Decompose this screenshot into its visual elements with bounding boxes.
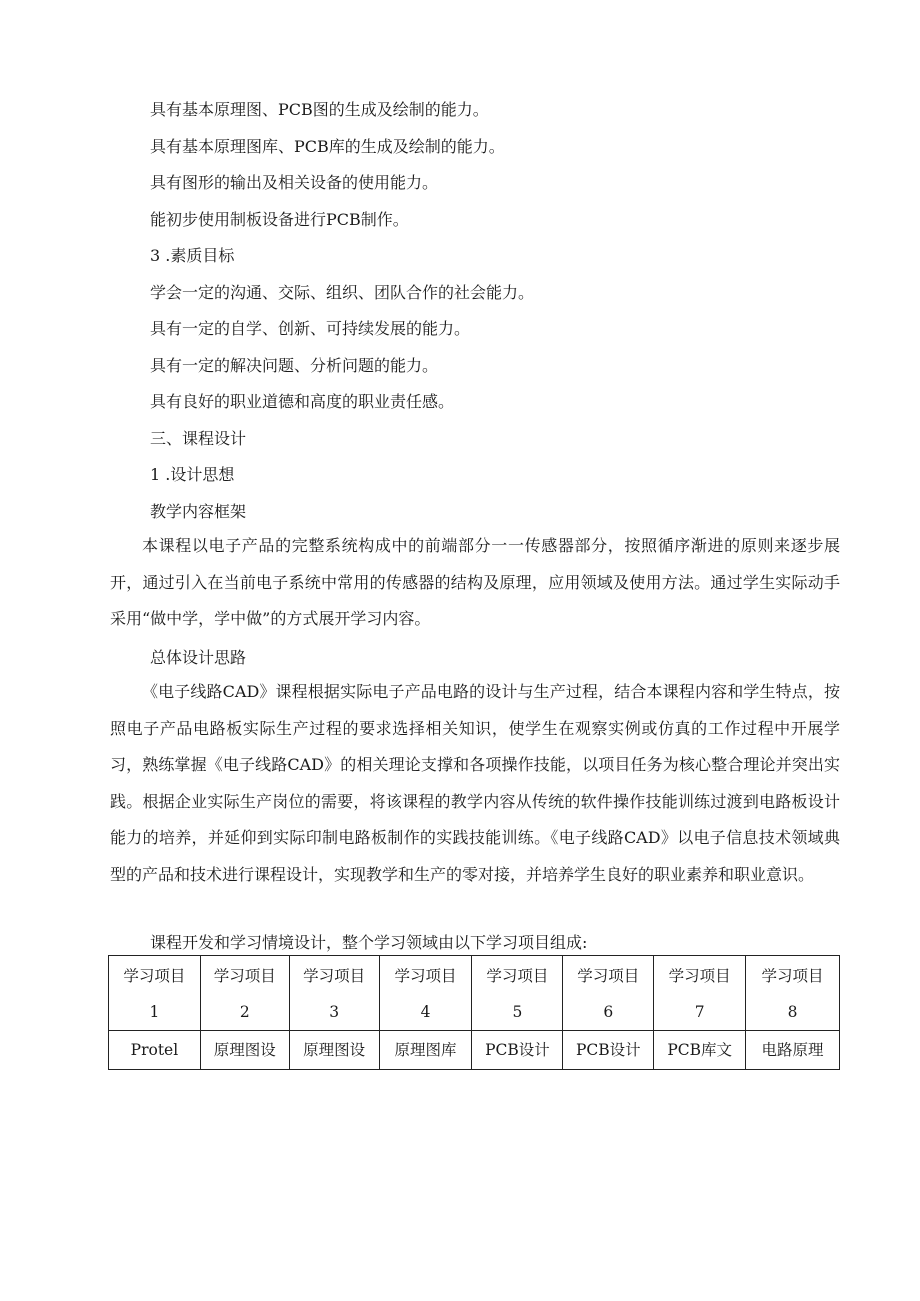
table-header-cell: 学习项目 1 bbox=[109, 956, 201, 1031]
quality-line-3: 具有一定的解决问题、分析问题的能力。 bbox=[150, 356, 439, 375]
paragraph-content-framework: 本课程以电子产品的完整系统构成中的前端部分一一传感器部分，按照循序渐进的原则来逐步展开，通过引入在当前电子系统中常用的传感器的结构及原理，应用领域及使用方法。通过学生实际动手采用“做中学，学中做”的方式展开学习内容。 bbox=[110, 536, 840, 628]
table-header-cell: 学习项目 8 bbox=[746, 956, 840, 1031]
chapter-heading-course-design: 三、课程设计 bbox=[150, 429, 247, 448]
table-cell: PCB设计 bbox=[472, 1031, 563, 1070]
ability-line-1: 具有基本原理图、PCB图的生成及绘制的能力。 bbox=[150, 100, 489, 119]
table-header-cell: 学习项目 4 bbox=[379, 956, 472, 1031]
table-cell: PCB设计 bbox=[563, 1031, 654, 1070]
table-header-cell: 学习项目 5 bbox=[472, 956, 563, 1031]
table-header-cell: 学习项目 2 bbox=[200, 956, 289, 1031]
table-header-cell: 学习项目 6 bbox=[563, 956, 654, 1031]
ability-line-3: 具有图形的输出及相关设备的使用能力。 bbox=[150, 173, 439, 192]
table-cell: Protel bbox=[109, 1031, 201, 1070]
section-heading-quality-goals: 3 .素质目标 bbox=[150, 246, 235, 265]
table-cell: 原理图库 bbox=[379, 1031, 472, 1070]
quality-line-2: 具有一定的自学、创新、可持续发展的能力。 bbox=[150, 319, 471, 338]
table-caption: 课程开发和学习情境设计，整个学习领域由以下学习项目组成: bbox=[150, 933, 588, 952]
quality-line-1: 学会一定的沟通、交际、组织、团队合作的社会能力。 bbox=[150, 283, 535, 302]
table-cell: 原理图设 bbox=[200, 1031, 289, 1070]
ability-line-2: 具有基本原理图库、PCB库的生成及绘制的能力。 bbox=[150, 137, 505, 156]
table-cell: 电路原理 bbox=[746, 1031, 840, 1070]
table-row bbox=[109, 1031, 840, 1070]
ability-line-4: 能初步使用制板设备进行PCB制作。 bbox=[150, 210, 409, 229]
table-cell: 原理图设 bbox=[289, 1031, 379, 1070]
table-cell: PCB库文 bbox=[654, 1031, 746, 1070]
table-header-row bbox=[109, 956, 840, 1031]
quality-line-4: 具有良好的职业道德和高度的职业责任感。 bbox=[150, 392, 455, 411]
section-heading-design-idea: 1 .设计思想 bbox=[150, 465, 235, 484]
learning-projects-table bbox=[108, 955, 840, 1070]
paragraph-overall-design: 《电子线路CAD》课程根据实际电子产品电路的设计与生产过程，结合本课程内容和学生特点，按照电子产品电路板实际生产过程的要求选择相关知识，使学生在观察实例或仿真的工作过程中开展学习，熟练掌握《电子线路CAD》的相关理论支撑和各项操作技能，以项目任务为核心整合理论并突出实践。根据企业实际生产岗位的需要，将该课程的教学内容从传统的软件操作技能训练过渡到电路板设计能力的培养，并延仰到实际印制电路板制作的实践技能训练。《电子线路CAD》以电子信息技术领域典型的产品和技术进行课程设计，实现教学和生产的零对接，并培养学生良好的职业素养和职业意识。 bbox=[110, 682, 840, 884]
subheading-overall-design: 总体设计思路 bbox=[150, 648, 247, 667]
table-header-cell: 学习项目 3 bbox=[289, 956, 379, 1031]
subheading-content-framework: 教学内容框架 bbox=[150, 502, 247, 521]
table-header-cell: 学习项目 7 bbox=[654, 956, 746, 1031]
